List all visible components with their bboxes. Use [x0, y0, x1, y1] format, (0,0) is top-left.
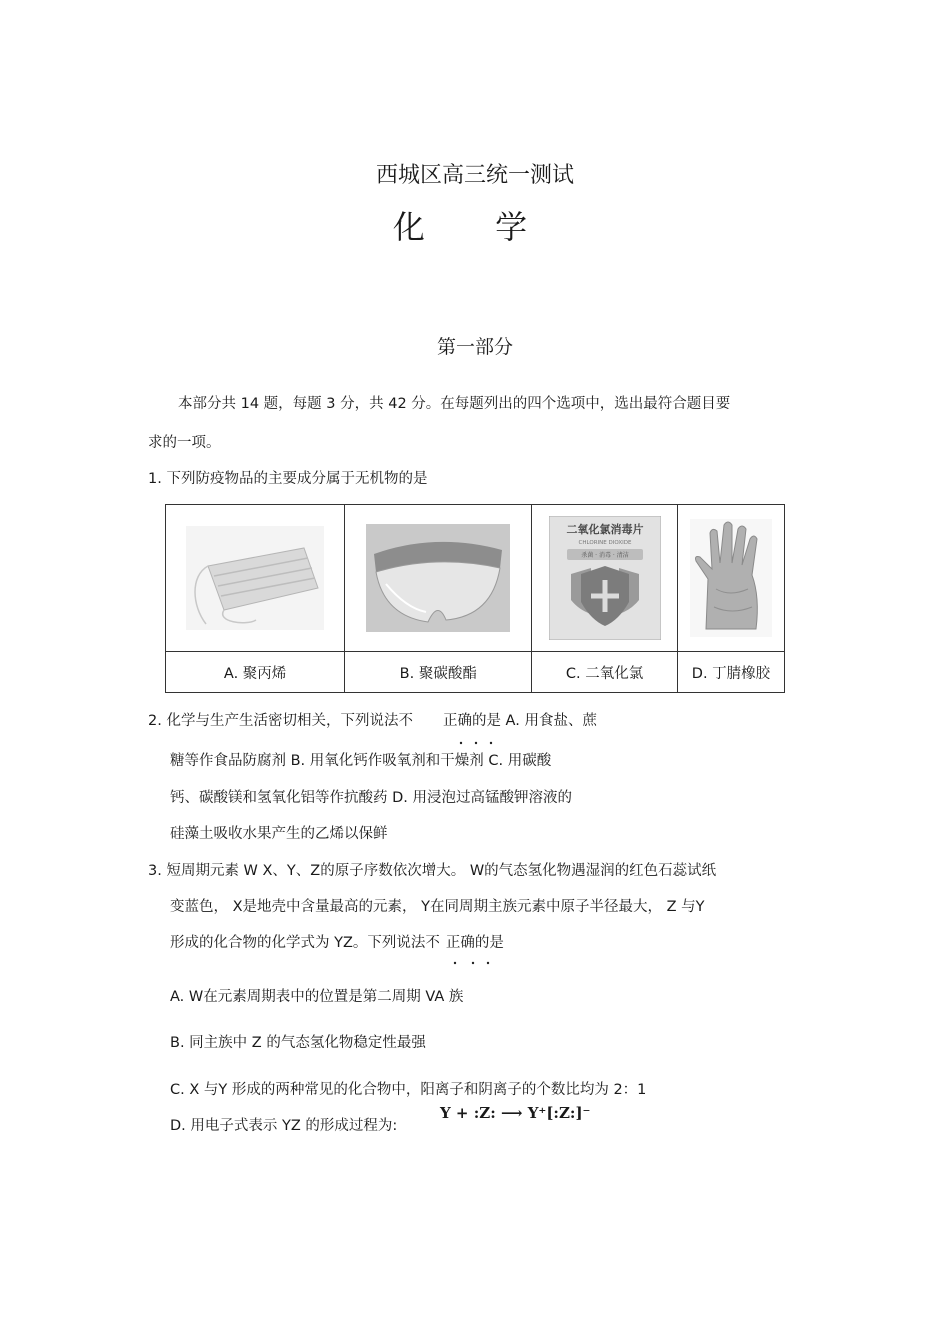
- intro-line-1: 本部分共 14 题，每题 3 分，共 42 分。在每题列出的四个选项中，选出最符合题目要: [178, 396, 731, 412]
- package-title: 二氧化氯消毒片: [566, 523, 644, 536]
- question-2-line-3: 钙、碳酸镁和氢氧化铝等作抗酸药 D. 用浸泡过高锰酸钾溶液的: [170, 790, 572, 806]
- question-3-stem-end: 的是: [474, 935, 504, 951]
- goggles-icon: [366, 524, 510, 632]
- exam-title: 西城区高三统一测试: [375, 163, 574, 188]
- question-3-not-correct: 正确: [445, 935, 475, 951]
- question-2-stem-start: 2. 化学与生产生活密切相关，下列说法不: [148, 713, 413, 729]
- question-2-emphasis: [443, 713, 472, 729]
- question-3-option-c: C. X 与Y 形成的两种常见的化合物中，阳离子和阴离子的个数比均为 2：1: [170, 1082, 647, 1098]
- option-b-label: B. 聚碳酸酯: [345, 652, 532, 693]
- question-1-stem: 1. 下列防疫物品的主要成分属于无机物的是: [148, 471, 428, 487]
- question-1-options-table: [165, 504, 785, 693]
- option-c-label: C. 二氧化氯: [532, 652, 678, 693]
- option-d-image-cell: [677, 505, 784, 652]
- option-a-image-cell: [166, 505, 345, 652]
- question-2-not-correct: 正确: [442, 713, 472, 729]
- question-3-option-d: D. 用电子式表示 YZ 的形成过程为:: [170, 1118, 398, 1134]
- option-c-image-cell: [532, 505, 678, 652]
- question-3-option-b: B. 同主族中 Z 的气态氢化物稳定性最强: [170, 1035, 426, 1051]
- mask-icon: [186, 526, 324, 630]
- question-3-line-3: [170, 931, 504, 952]
- option-b-image-cell: [345, 505, 532, 652]
- subject-title: 化 学: [392, 208, 558, 246]
- question-2-emphasis-dots: [455, 730, 515, 734]
- question-2-stem-end: 的是 A. 用食盐、蔗: [471, 713, 597, 729]
- intro-line-2: 求的一项。: [148, 435, 221, 451]
- option-d-label: D. 丁腈橡胶: [677, 652, 784, 693]
- question-3-line-1: 3. 短周期元素 W X、Y、Z的原子序数依次增大。 W的气态氢化物遇湿润的红色石蕊试纸: [148, 863, 717, 879]
- question-2-line-1: [148, 709, 597, 730]
- question-3-option-a: A. W在元素周期表中的位置是第二周期 VA 族: [170, 989, 464, 1005]
- question-2-line-4: 硅藻土吸收水果产生的乙烯以保鲜: [170, 826, 388, 842]
- question-3-line-2: 变蓝色， X是地壳中含量最高的元素， Y在同周期主族元素中原子半径最大， Z 与Y: [170, 899, 705, 915]
- option-a-label: A. 聚丙烯: [166, 652, 345, 693]
- section-title: 第一部分: [436, 336, 513, 358]
- electron-formula: Y + :Z: ⟶ Y⁺[:Z:]⁻: [440, 1104, 591, 1122]
- question-2-line-2: 糖等作食品防腐剂 B. 用氧化钙作吸氧剂和干燥剂 C. 用碳酸: [170, 753, 552, 769]
- glove-icon: [690, 519, 772, 637]
- package-english: CHLORINE DIOXIDE: [578, 540, 632, 546]
- question-3-stem-start: 形成的化合物的化学式为 YZ。下列说法不: [170, 935, 440, 951]
- question-3-emphasis-dots: [452, 950, 512, 954]
- package-sub: 杀菌 · 消毒 · 清洁: [580, 552, 629, 559]
- disinfectant-package-icon: [549, 516, 661, 640]
